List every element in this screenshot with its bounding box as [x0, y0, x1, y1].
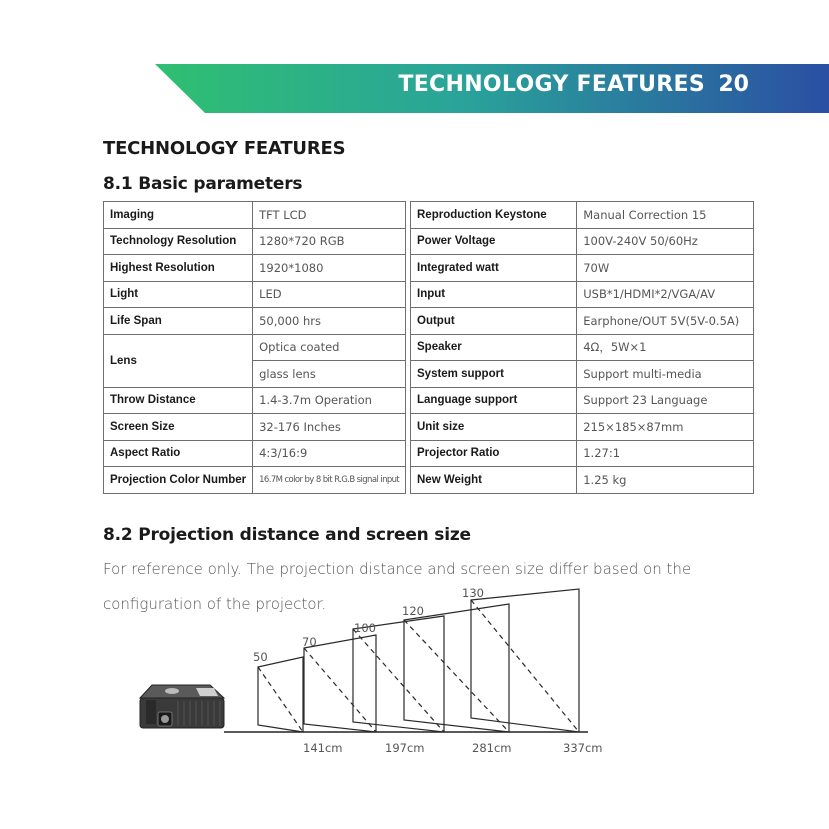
table-row: [411, 361, 754, 388]
param-value: Optica coated: [253, 334, 406, 361]
param-label: Input: [411, 281, 577, 308]
distance-label: 337cm: [563, 741, 603, 755]
param-label: Imaging: [104, 202, 253, 229]
param-label: Projection Color Number: [104, 467, 253, 494]
table-row: [104, 387, 406, 414]
projection-diagram: [0, 580, 829, 770]
param-value: 16.7M color by 8 bit R.G.B signal input: [253, 467, 406, 494]
table-row: [411, 387, 754, 414]
param-label: Power Voltage: [411, 228, 577, 255]
param-value: 4:3/16:9: [253, 440, 406, 467]
projector-icon: [140, 685, 224, 728]
param-value: LED: [253, 281, 406, 308]
param-label: Projector Ratio: [411, 440, 577, 467]
param-label: Aspect Ratio: [104, 440, 253, 467]
param-value: USB*1/HDMI*2/VGA/AV: [577, 281, 754, 308]
param-label: Lens: [104, 334, 253, 387]
parameters-table-left: [103, 201, 406, 494]
section-heading-basic-parameters: 8.1 Basic parameters: [103, 174, 303, 194]
table-row: [411, 281, 754, 308]
table-row: [104, 467, 406, 494]
distance-label: 141cm: [303, 741, 343, 755]
param-value: TFT LCD: [253, 202, 406, 229]
page-title: TECHNOLOGY FEATURES: [103, 138, 346, 159]
table-row: [104, 334, 406, 361]
screen-size-label: 130: [462, 586, 484, 600]
param-label: Life Span: [104, 308, 253, 335]
param-label: New Weight: [411, 467, 577, 494]
param-value: 50,000 hrs: [253, 308, 406, 335]
distance-label: 281cm: [472, 741, 512, 755]
table-row: [104, 308, 406, 335]
param-value: 1.25 kg: [577, 467, 754, 494]
distance-labels: [303, 741, 602, 755]
screen-frame-120: [404, 604, 509, 732]
param-label: Output: [411, 308, 577, 335]
table-row: [411, 228, 754, 255]
param-value: 32-176 Inches: [253, 414, 406, 441]
screen-frame-130: [471, 589, 579, 732]
table-row: [411, 255, 754, 282]
table-row: [104, 440, 406, 467]
table-row: [411, 467, 754, 494]
param-value: Manual Correction 15: [577, 202, 754, 229]
table-row: [411, 440, 754, 467]
page-number: 20: [718, 72, 749, 97]
screen-frame-50: [258, 657, 303, 732]
table-row: [411, 414, 754, 441]
distance-label: 197cm: [385, 741, 425, 755]
table-row: [411, 308, 754, 335]
param-label: Light: [104, 281, 253, 308]
param-label: Reproduction Keystone: [411, 202, 577, 229]
param-value: 1.4-3.7m Operation: [253, 387, 406, 414]
param-label: Screen Size: [104, 414, 253, 441]
table-row: [104, 414, 406, 441]
table-row: [104, 255, 406, 282]
param-label: Highest Resolution: [104, 255, 253, 282]
screen-size-label: 50: [253, 650, 268, 664]
screen-frame-70: [304, 635, 376, 732]
screen-size-labels: [253, 586, 484, 664]
param-label: Technology Resolution: [104, 228, 253, 255]
table-row: [104, 281, 406, 308]
header-banner: [0, 64, 829, 113]
table-row: [411, 334, 754, 361]
screen-size-label: 70: [302, 635, 317, 649]
param-label: Throw Distance: [104, 387, 253, 414]
param-label: Unit size: [411, 414, 577, 441]
table-row: [104, 228, 406, 255]
param-label: Integrated watt: [411, 255, 577, 282]
param-label: Language support: [411, 387, 577, 414]
parameters-table-right: [410, 201, 754, 494]
screen-size-label: 120: [402, 604, 424, 618]
param-value: Earphone/OUT 5V(5V-0.5A): [577, 308, 754, 335]
param-value: 215×185×87mm: [577, 414, 754, 441]
param-value: 1920*1080: [253, 255, 406, 282]
param-value: 1280*720 RGB: [253, 228, 406, 255]
table-row: [411, 202, 754, 229]
banner-title: TECHNOLOGY FEATURES: [398, 72, 705, 97]
screen-size-label: 100: [354, 621, 376, 635]
param-value: 100V-240V 50/60Hz: [577, 228, 754, 255]
section-heading-projection-distance: 8.2 Projection distance and screen size: [103, 525, 471, 545]
param-value: 70W: [577, 255, 754, 282]
param-label: System support: [411, 361, 577, 388]
param-value: Support multi-media: [577, 361, 754, 388]
param-value: 1.27:1: [577, 440, 754, 467]
param-value: 4Ω，5W×1: [577, 334, 754, 361]
intro-paragraph: For reference only. The projection distance and screen size differ based on the configuration of the projector.: [103, 560, 692, 613]
table-row: [104, 202, 406, 229]
param-label: Speaker: [411, 334, 577, 361]
param-value: glass lens: [253, 361, 406, 388]
param-value: Support 23 Language: [577, 387, 754, 414]
